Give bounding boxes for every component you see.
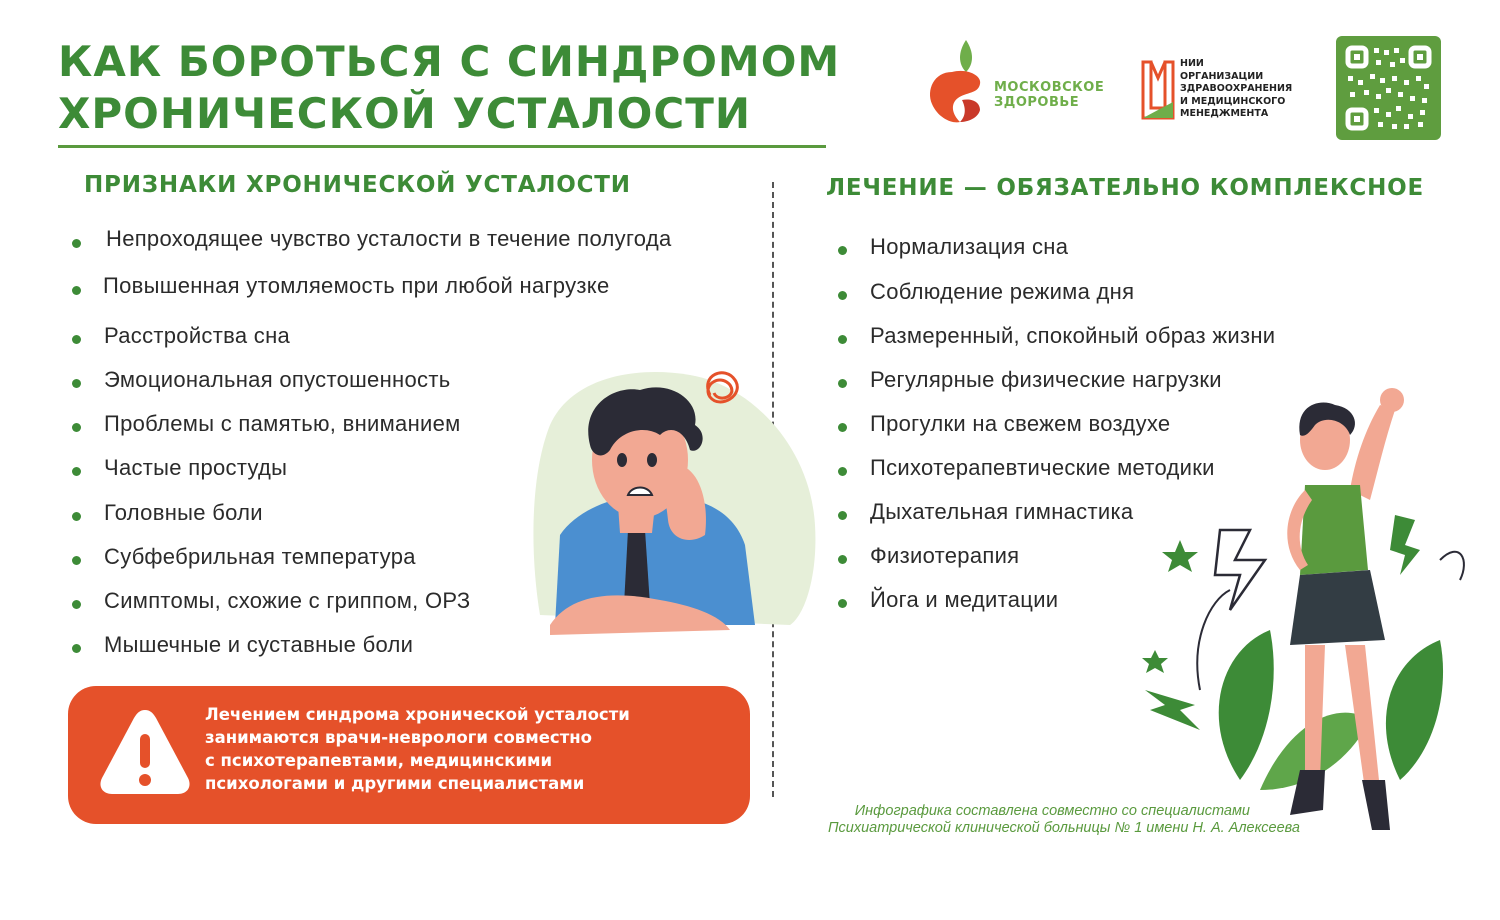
nii-line-3: ЗДРАВООХРАНЕНИЯ [1180,83,1293,94]
energetic-woman-illustration [1140,360,1480,840]
bullet-dot [838,467,847,476]
bullet-dot [838,511,847,520]
bullet-dot [838,599,847,608]
warning-text [205,703,725,795]
qr-code[interactable] [1336,36,1441,140]
bullet-dot [838,379,847,388]
logo-mz-line-2: ЗДОРОВЬЕ [994,95,1080,110]
nii-line-4: И МЕДИЦИНСКОГО [1180,95,1286,107]
bullet-dot [72,423,81,432]
plants [1219,630,1443,790]
star-icon-small [1142,650,1168,673]
credit-line-2: Психиатрической клинической больницы № 1 имени Н. А. Алексеева [828,820,1300,836]
bullet-dot [838,335,847,344]
nii-logo-text [1180,58,1310,121]
nii-line-5: МЕНЕДЖМЕНТА [1180,108,1269,119]
nii-line-2: ОРГАНИЗАЦИИ [1180,70,1264,82]
lightning-icon-bottom [1145,690,1200,730]
bullet-dot [72,644,81,653]
bullet-dot [838,423,847,432]
bullet-dot [72,335,81,344]
lightning-icon-left [1215,530,1265,610]
page-title [58,36,840,140]
lightning-icon-right [1390,515,1420,575]
title-line-2: ХРОНИЧЕСКОЙ УСТАЛОСТИ [58,89,751,138]
bullet-dot [72,600,81,609]
fist [1380,388,1404,412]
bullet-dot [838,291,847,300]
bullet-dot [72,512,81,521]
logo-mz-line-1: МОСКОВСКОЕ [994,80,1105,95]
credit-line-1: Инфографика составлена совместно со специалистами [854,803,1250,819]
nii-line-1: НИИ [1180,58,1204,69]
warning-line-4: психологами и другими специалистами [205,774,585,793]
nii-logo [1140,58,1176,122]
star-icon [1162,540,1198,572]
bullet-dot [72,239,81,248]
warning-triangle-icon [98,706,192,796]
bullet-dot [72,286,81,295]
credit-text [740,803,1300,837]
logo-leaf [960,40,972,72]
treatment-title: ЛЕЧЕНИЕ — ОБЯЗАТЕЛЬНО КОМПЛЕКСНОЕ [826,175,1425,201]
title-line-1: КАК БОРОТЬСЯ С СИНДРОМОМ [58,37,841,86]
bullet-dot [838,246,847,255]
qr-code-icon [1336,36,1441,140]
tired-man-illustration [520,355,820,655]
title-underline [58,145,826,148]
warning-line-3: с психотерапевтами, медицинскими [205,751,553,770]
skirt [1290,570,1385,645]
warning-line-2: занимаются врачи-неврологи совместно [205,728,592,747]
warning-line-1: Лечением синдрома хронической усталости [205,705,630,724]
bullet-dot [72,467,81,476]
moscow-health-logo-text [994,80,1104,110]
bullet-dot [838,555,847,564]
signs-title: ПРИЗНАКИ ХРОНИЧЕСКОЙ УСТАЛОСТИ [84,172,631,198]
bullet-dot [72,556,81,565]
bullet-dot [72,379,81,388]
